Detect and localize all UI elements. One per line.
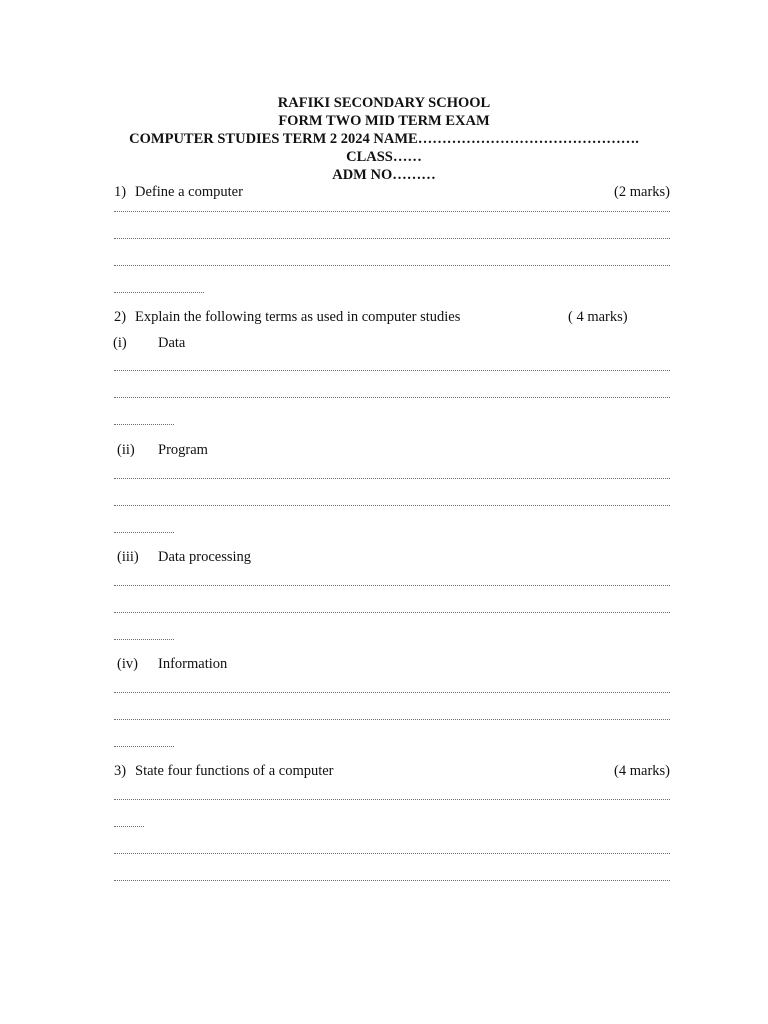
part-iv-text: Information <box>158 656 228 672</box>
part-ii-label: (ii) <box>117 442 135 458</box>
part-i-label: (i) <box>113 335 127 351</box>
answer-line[interactable] <box>114 211 670 212</box>
answer-line[interactable] <box>114 612 670 613</box>
part-iii-text: Data processing <box>158 549 252 565</box>
answer-line[interactable] <box>114 370 670 371</box>
part-i-text: Data <box>158 335 186 351</box>
question-2-number: 2) <box>114 309 127 325</box>
subject-name-line: COMPUTER STUDIES TERM 2 2024 NAME………………………………………. <box>129 131 639 147</box>
answer-line[interactable] <box>114 880 670 881</box>
exam-title: FORM TWO MID TERM EXAM <box>278 113 490 129</box>
class-line: CLASS…… <box>346 149 422 165</box>
answer-line[interactable] <box>114 799 670 800</box>
answer-line[interactable] <box>114 532 174 533</box>
question-1-number: 1) <box>114 184 127 200</box>
part-iii-label: (iii) <box>117 549 139 565</box>
answer-line[interactable] <box>114 719 670 720</box>
question-2-marks: ( 4 marks) <box>568 309 628 325</box>
answer-line[interactable] <box>114 746 174 747</box>
answer-line[interactable] <box>114 585 670 586</box>
answer-line[interactable] <box>114 397 670 398</box>
answer-line[interactable] <box>114 238 670 239</box>
answer-line[interactable] <box>114 826 144 827</box>
answer-line[interactable] <box>114 478 670 479</box>
answer-line[interactable] <box>114 424 174 425</box>
question-1-marks: (2 marks) <box>614 184 670 200</box>
answer-line[interactable] <box>114 292 204 293</box>
part-ii-text: Program <box>158 442 208 458</box>
question-2-text: Explain the following terms as used in computer studies <box>135 309 461 325</box>
part-iv-label: (iv) <box>117 656 138 672</box>
question-1-text: Define a computer <box>135 184 243 200</box>
adm-no-line: ADM NO……… <box>332 167 436 183</box>
school-name: RAFIKI SECONDARY SCHOOL <box>277 95 491 111</box>
question-3-number: 3) <box>114 763 127 779</box>
question-3-text: State four functions of a computer <box>135 763 334 779</box>
question-3-marks: (4 marks) <box>614 763 670 779</box>
answer-line[interactable] <box>114 265 670 266</box>
answer-line[interactable] <box>114 692 670 693</box>
answer-line[interactable] <box>114 639 174 640</box>
answer-line[interactable] <box>114 853 670 854</box>
answer-line[interactable] <box>114 505 670 506</box>
